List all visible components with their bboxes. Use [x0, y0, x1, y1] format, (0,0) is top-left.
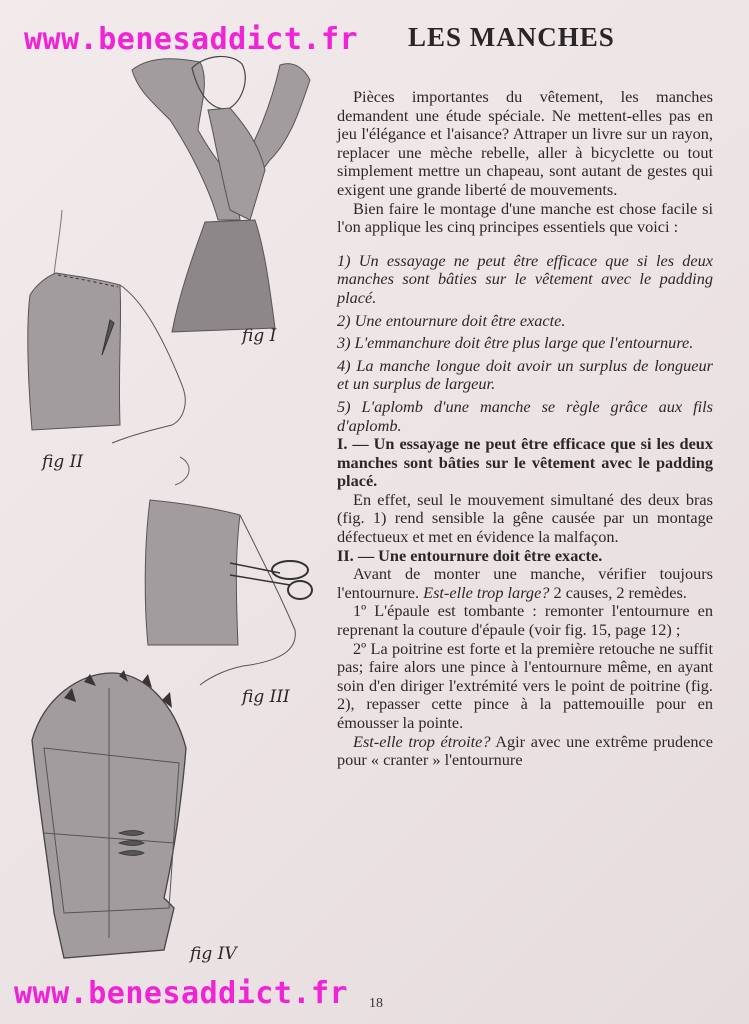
figure-4-label: fig IV	[190, 944, 237, 964]
figure-2-illustration	[22, 205, 197, 450]
principle-3: 3) L'emmanchure doit être plus large que l'entournure.	[337, 333, 694, 353]
section-2-heading: II. — Une entournure doit être exacte.	[337, 545, 603, 565]
section-2-p1-end: 2 causes, 2 remèdes.	[549, 582, 687, 602]
intro-paragraph-2: Bien faire le montage d'une manche est chose facile si l'on applique les cinq principes essentiels que voici :	[337, 198, 713, 237]
section-1-heading: I. — Un essayage ne peut être efficace que si les deux manches sont bâties sur le vêtement avec le padding placé.	[337, 434, 713, 491]
principle-2: 2) Une entournure doit être exacte.	[337, 310, 566, 330]
page-number: 18	[369, 996, 383, 1011]
figure-1-label: fig I	[242, 326, 277, 346]
section-1-body: En effet, seul le mouvement simultané des deux bras (fig. 1) rend sensible la gêne causée par un montage défectueux et met en évidence la malfaçon.	[337, 489, 713, 547]
figure-2-label: fig II	[42, 452, 84, 472]
section-2-p1-start: Avant de monter une manche, vérifier toujours l'entournure.	[337, 564, 713, 602]
section-2-p1-italic: Est-elle trop large?	[423, 582, 550, 602]
section-2-paragraph-3: 2º La poitrine est forte et la première retouche ne suffit pas; faire alors une pince à l'entournure même, en ayant soin d'en diriger l'extrémité vers le point de poitrine (fig. 2), repasser cette pince à la pattemouille pour en émousser la pointe.	[337, 638, 713, 732]
figure-4-illustration	[24, 668, 199, 963]
page-title: LES MANCHES	[408, 22, 615, 52]
watermark-top: www.benesaddict.fr	[24, 22, 359, 57]
section-2-paragraph-2: 1º L'épaule est tombante : remonter l'entournure en reprenant la couture d'épaule (voir fig. 15, page 12) ;	[337, 601, 713, 640]
watermark-bottom: www.benesaddict.fr	[14, 976, 349, 1011]
principle-5: 5) L'aplomb d'une manche se règle grâce aux fils d'aplomb.	[337, 396, 713, 435]
main-text-column	[337, 88, 713, 770]
section-2-paragraph-1	[337, 565, 713, 602]
principle-1: 1) Un essayage ne peut être efficace que si les deux manches sont bâties sur le vêtement avec le padding placé.	[337, 250, 713, 307]
principle-4: 4) La manche longue doit avoir un surplus de longueur et un surplus de largeur.	[337, 355, 713, 394]
principles-list	[337, 252, 713, 435]
section-2-paragraph-4	[337, 733, 713, 770]
figure-3-label: fig III	[242, 687, 290, 707]
section-2-p4-end: Agir avec une extrême prudence pour « cranter » l'entournure	[337, 731, 713, 770]
intro-paragraph-1: Pièces importantes du vêtement, les manches demandent une étude spéciale. Ne mettent-elles pas en jeu l'élégance et l'aisance? Attraper un livre sur un rayon, replacer une mèche rebelle, aller à bicyclette ou tout simplement mettre un chapeau, sont autant de gestes qui exigent une grande liberté de mouvements.	[337, 87, 713, 199]
section-2-p4-italic: Est-elle trop étroite?	[353, 731, 491, 751]
figure-3-illustration	[140, 455, 325, 685]
